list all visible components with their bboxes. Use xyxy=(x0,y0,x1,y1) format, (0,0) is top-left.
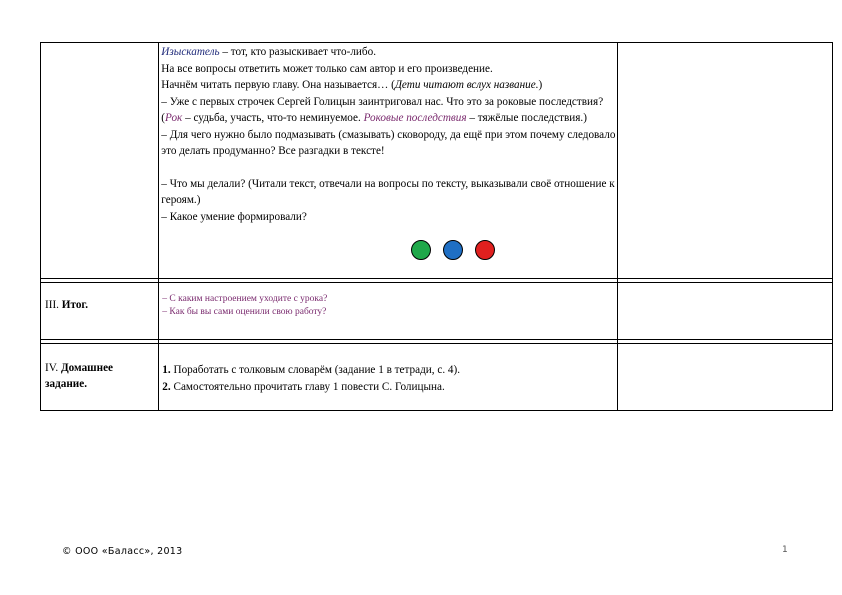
term-word: Изыскатель xyxy=(161,46,220,58)
lesson-plan-table xyxy=(40,42,833,411)
stage-title: Итог. xyxy=(61,299,89,311)
mood-circles xyxy=(411,240,507,260)
copyright-footer: © ООО «Баласс», 2013 xyxy=(62,546,183,557)
homework-task: Самостоятельно прочитать главу 1 повести С. Голицына. xyxy=(170,380,445,393)
question-text: – Как бы вы сами оценили свою работу? xyxy=(162,307,327,317)
content-cell xyxy=(159,283,618,340)
green-circle xyxy=(411,240,431,260)
page-number: 1 xyxy=(782,545,788,555)
content-cell: 1. Поработать с толковым словарём (задание 1 в тетради, с. 4). 2. Самостоятельно прочитать главу 1 повести С. Голицына. xyxy=(159,344,618,411)
notes-cell xyxy=(618,283,833,340)
stage-cell xyxy=(41,43,159,279)
content-text: Изыскатель – тот, кто разыскивает что-либо. На все вопросы ответить может только сам автор и его произведение. Начнём читать первую главу. Она называется… (Дети читают вслух название.) – Уже с первых строчек Сергей Голицын заинтриговал нас. Что это за роковые последствия? (Рок – судьба, участь, что-то неминуемое. Роковые последствия – тяжёлые последствия.) – Для чего нужно было подмазывать (смазывать) сковороду, да ещё при этом почему следовало это делать продуманно? Все разгадки в тексте! – Что мы делали? (Читали текст, отвечали на вопросы по тексту, выказывали своё отношение к героям.) – Какое умение формировали? xyxy=(159,43,617,225)
red-circle xyxy=(475,240,495,260)
blue-circle xyxy=(443,240,463,260)
stage-title: Домашнее задание. xyxy=(45,362,114,390)
table-row xyxy=(41,283,833,340)
table-row xyxy=(41,344,833,411)
content-cell xyxy=(159,43,618,279)
question-text: – Что мы делали? (Читали текст, отвечали на вопросы по тексту, выказывали своё отношение к героям.) xyxy=(161,177,615,206)
homework-task: Поработать с толковым словарём (задание 1 в тетради, с. 4). xyxy=(170,364,461,376)
notes-cell xyxy=(618,43,833,279)
stage-cell: III. Итог. xyxy=(41,283,159,340)
question-text: – Какое умение формировали? xyxy=(161,210,307,223)
question-text: – Для чего нужно было подмазывать (смазывать) сковороду, да ещё при этом почему следовало это делать продуманно? Все разгадки в тексте! xyxy=(161,128,616,157)
stage-cell: IV. Домашнее задание. xyxy=(41,344,159,411)
question-text: – С каким настроением уходите с урока? xyxy=(162,294,328,304)
notes-cell xyxy=(618,344,833,411)
